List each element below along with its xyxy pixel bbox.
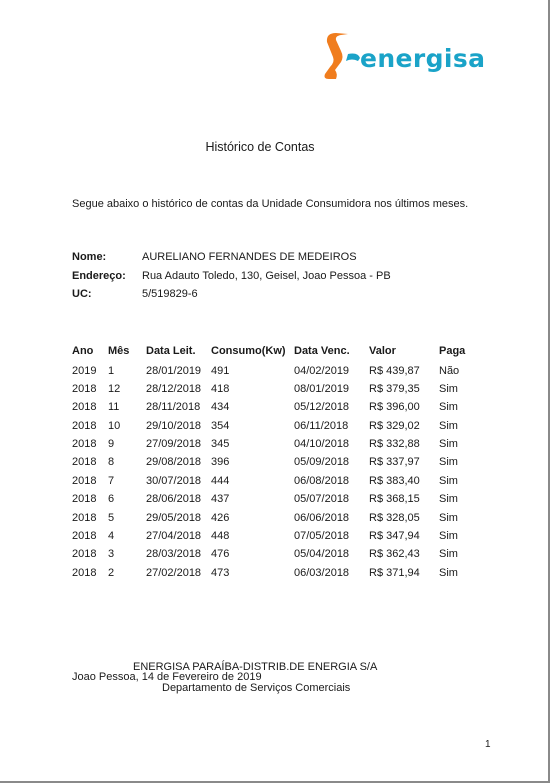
name-label: Nome: — [72, 251, 107, 263]
table-cell: 2018 — [72, 401, 97, 414]
table-cell: 476 — [211, 548, 230, 561]
table-cell: Sim — [439, 438, 458, 451]
table-cell: 05/04/2018 — [294, 548, 350, 561]
table-cell: R$ 439,87 — [369, 364, 420, 377]
column-header: Data Leit. — [146, 345, 196, 357]
table-cell: Sim — [439, 566, 458, 579]
table-cell: 27/04/2018 — [146, 530, 202, 543]
table-cell: R$ 396,00 — [369, 401, 420, 414]
table-cell: 2018 — [72, 530, 97, 543]
column-header: Paga — [439, 345, 466, 357]
table-cell: 354 — [211, 419, 230, 432]
table-cell: 4 — [108, 530, 115, 543]
table-cell: 2018 — [72, 456, 97, 469]
column-header: Consumo(Kw) — [211, 345, 286, 357]
table-cell: 10 — [108, 419, 121, 432]
table-cell: 491 — [211, 364, 230, 377]
table-cell: 7 — [108, 474, 115, 487]
customer-name: AURELIANO FERNANDES DE MEDEIROS — [142, 251, 357, 263]
table-cell: Sim — [439, 530, 458, 543]
table-cell: 06/03/2018 — [294, 566, 350, 579]
column-header: Ano — [72, 345, 94, 357]
table-cell: 473 — [211, 566, 230, 579]
table-cell: 28/01/2019 — [146, 364, 202, 377]
table-cell: Sim — [439, 456, 458, 469]
table-cell: R$ 379,35 — [369, 382, 420, 395]
table-cell: 29/05/2018 — [146, 511, 202, 524]
energisa-logo-text: energisa — [360, 44, 486, 73]
table-cell: 08/01/2019 — [294, 382, 350, 395]
table-cell: 444 — [211, 474, 230, 487]
column-header: Valor — [369, 345, 396, 357]
table-cell: 12 — [108, 382, 121, 395]
table-cell: 28/12/2018 — [146, 382, 202, 395]
table-cell: 5 — [108, 511, 115, 524]
footer-department: Departamento de Serviços Comerciais — [162, 682, 351, 694]
table-cell: 2019 — [72, 364, 97, 377]
table-cell: R$ 383,40 — [369, 474, 420, 487]
table-cell: 04/10/2018 — [294, 438, 350, 451]
table-cell: Sim — [439, 474, 458, 487]
table-cell: R$ 328,05 — [369, 511, 420, 524]
table-cell: 418 — [211, 382, 230, 395]
table-cell: Sim — [439, 401, 458, 414]
table-cell: 2018 — [72, 382, 97, 395]
column-header: Data Venc. — [294, 345, 350, 357]
table-cell: 2018 — [72, 438, 97, 451]
table-cell: 2018 — [72, 548, 97, 561]
intro-text: Segue abaixo o histórico de contas da Unidade Consumidora nos últimos meses. — [72, 198, 469, 210]
table-cell: Sim — [439, 419, 458, 432]
table-cell: 2 — [108, 566, 115, 579]
table-cell: 07/05/2018 — [294, 530, 350, 543]
uc-label: UC: — [72, 288, 92, 300]
page-number: 1 — [485, 739, 491, 750]
table-cell: 11 — [108, 401, 120, 414]
footer-place-date: Joao Pessoa, 14 de Fevereiro de 2019 — [72, 671, 262, 683]
table-cell: R$ 329,02 — [369, 419, 420, 432]
table-cell: 1 — [108, 364, 115, 377]
customer-uc: 5/519829-6 — [142, 288, 198, 300]
table-cell: 3 — [108, 548, 115, 561]
document-title: Histórico de Contas — [205, 140, 315, 154]
table-cell: 345 — [211, 438, 230, 451]
table-cell: R$ 368,15 — [369, 493, 420, 506]
table-cell: Não — [439, 364, 460, 377]
table-cell: 27/02/2018 — [146, 566, 202, 579]
table-cell: 2018 — [72, 493, 97, 506]
table-cell: 28/06/2018 — [146, 493, 202, 506]
address-label: Endereço: — [72, 269, 126, 282]
table-cell: R$ 337,97 — [369, 456, 420, 469]
table-cell: 9 — [108, 438, 115, 451]
table-cell: 27/09/2018 — [146, 438, 202, 451]
table-cell: 05/12/2018 — [294, 401, 350, 414]
table-cell: 396 — [211, 456, 230, 469]
table-cell: 30/07/2018 — [146, 474, 202, 487]
energisa-logo — [322, 30, 484, 82]
table-cell: R$ 371,94 — [369, 566, 420, 579]
table-cell: 8 — [108, 456, 115, 469]
table-cell: 2018 — [72, 511, 97, 524]
table-cell: 434 — [211, 401, 230, 414]
table-cell: 437 — [211, 493, 230, 506]
table-cell: 448 — [211, 530, 230, 543]
table-cell: R$ 362,43 — [369, 548, 420, 561]
table-cell: 28/03/2018 — [146, 548, 202, 561]
table-cell: 2018 — [72, 566, 97, 579]
table-cell: Sim — [439, 382, 458, 395]
table-cell: 05/09/2018 — [294, 456, 350, 469]
table-cell: Sim — [439, 511, 458, 524]
table-cell: 29/08/2018 — [146, 456, 202, 469]
table-cell: 2018 — [72, 419, 97, 432]
table-cell: 29/10/2018 — [146, 419, 202, 432]
customer-address: Rua Adauto Toledo, 130, Geisel, Joao Pessoa - PB — [142, 269, 391, 282]
table-cell: 2018 — [72, 474, 97, 487]
table-cell: 426 — [211, 511, 230, 524]
table-cell: 6 — [108, 493, 115, 506]
table-cell: 28/11/2018 — [146, 401, 201, 414]
footer-company: ENERGISA PARAÍBA-DISTRIB.DE ENERGIA S/A — [133, 661, 378, 673]
table-cell: Sim — [439, 548, 458, 561]
table-cell: 06/06/2018 — [294, 511, 350, 524]
table-cell: R$ 332,88 — [369, 438, 420, 451]
table-cell: Sim — [439, 493, 458, 506]
table-cell: 06/11/2018 — [294, 419, 349, 432]
table-cell: 04/02/2019 — [294, 364, 350, 377]
table-cell: R$ 347,94 — [369, 530, 420, 543]
table-cell: 06/08/2018 — [294, 474, 350, 487]
table-cell: 05/07/2018 — [294, 493, 350, 506]
column-header: Mês — [108, 345, 130, 357]
